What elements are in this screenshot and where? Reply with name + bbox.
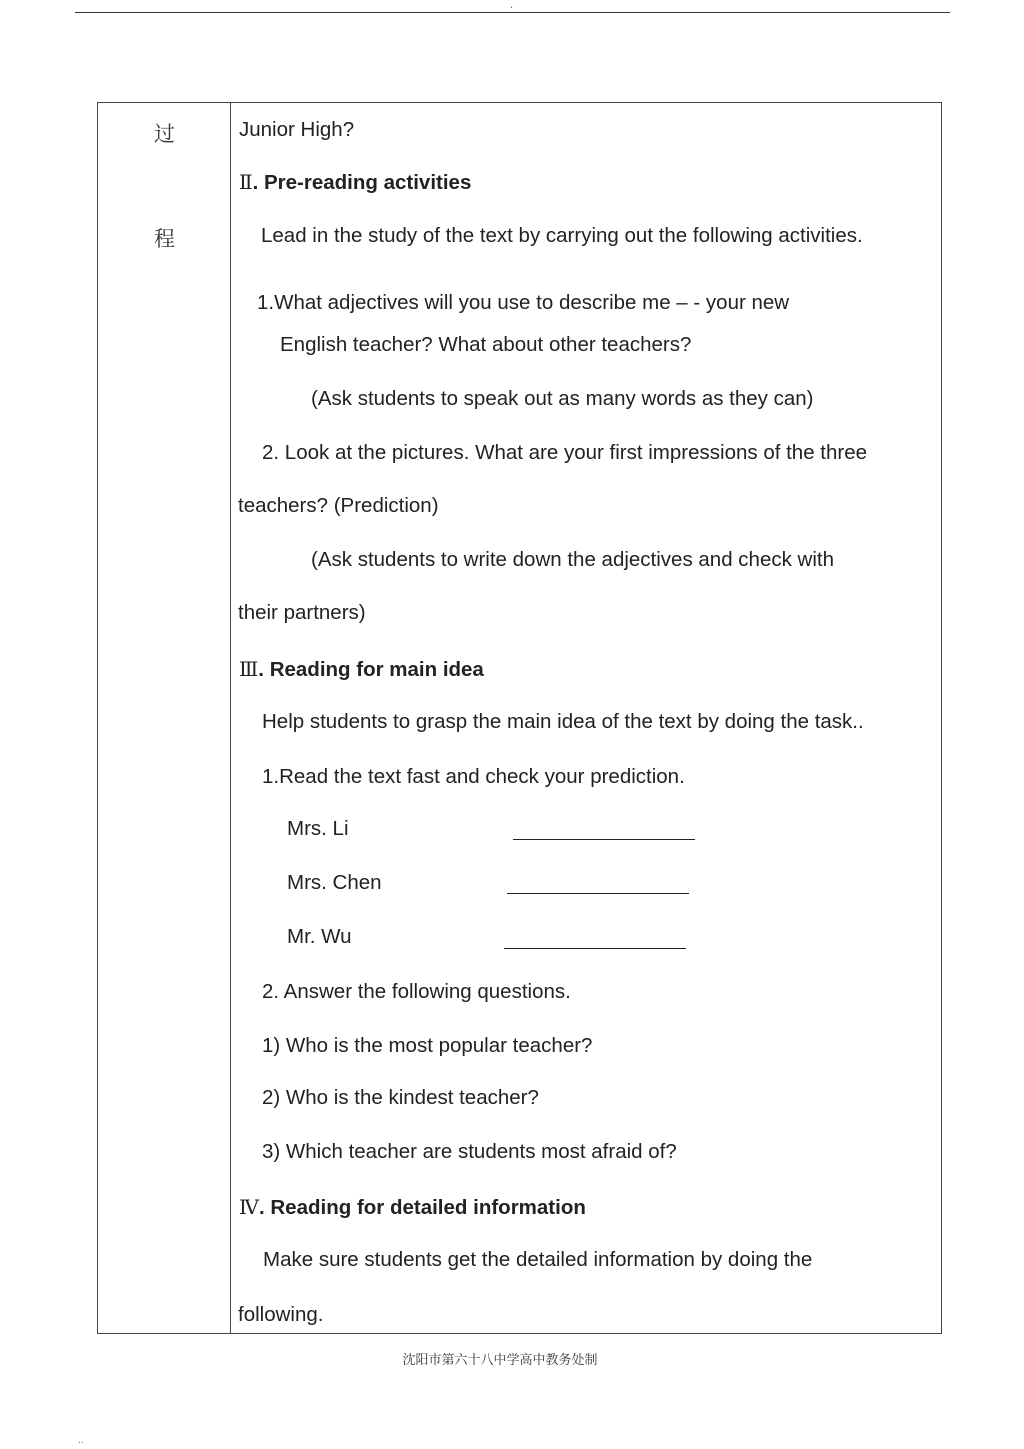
section-title: . Reading for detailed information xyxy=(258,1196,586,1219)
teacher-name-chen: Mrs. Chen xyxy=(287,871,382,894)
footer-mark: .. xyxy=(78,1436,84,1446)
answer-blank-chen xyxy=(507,893,689,894)
stage-label-char-2: 程 xyxy=(154,227,175,251)
task-1-text: 1.Read the text fast and check your prediction. xyxy=(262,765,685,788)
roman-numeral: Ⅱ xyxy=(239,170,253,194)
teacher-name-li: Mrs. Li xyxy=(287,817,349,840)
lesson-table xyxy=(97,102,942,1334)
section-heading-pre-reading xyxy=(239,172,471,194)
question-item: 3) Which teacher are students most afraid of? xyxy=(262,1140,677,1163)
question-1-line-1: 1.What adjectives will you use to describe me – - your new xyxy=(257,291,790,314)
question-2-note-line-1: (Ask students to write down the adjectives and check with xyxy=(311,548,835,571)
teacher-name-wu: Mr. Wu xyxy=(287,925,352,948)
section-heading-detailed-info xyxy=(239,1197,586,1219)
lead-in-text: Lead in the study of the text by carrying out the following activities. xyxy=(261,224,863,247)
question-2-line-1: 2. Look at the pictures. What are your first impressions of the three xyxy=(262,441,868,464)
roman-numeral: Ⅲ xyxy=(239,657,259,681)
question-item: 2) Who is the kindest teacher? xyxy=(262,1086,539,1109)
question-1-line-2: English teacher? What about other teachers? xyxy=(280,333,692,356)
section-heading-main-idea xyxy=(239,659,484,681)
task-2-text: 2. Answer the following questions. xyxy=(262,980,571,1003)
question-2-line-2: teachers? (Prediction) xyxy=(238,494,439,517)
question-item: 1) Who is the most popular teacher? xyxy=(262,1034,593,1057)
footer-text: 沈阳市第六十八中学高中教务处制 xyxy=(402,1353,598,1368)
roman-numeral: Ⅳ xyxy=(239,1195,259,1219)
main-idea-intro: Help students to grasp the main idea of the text by doing the task.. xyxy=(262,710,864,733)
junior-high-text: Junior High? xyxy=(239,118,355,141)
detail-text-line-1: Make sure students get the detailed information by doing the xyxy=(263,1248,813,1271)
header-dot: . xyxy=(510,0,514,11)
header-rule xyxy=(75,12,950,13)
detail-text-line-2: following. xyxy=(238,1303,324,1326)
question-1-note: (Ask students to speak out as many words as they can) xyxy=(311,387,814,410)
stage-label-char-1: 过 xyxy=(154,122,175,146)
answer-blank-li xyxy=(513,839,695,840)
question-2-note-line-2: their partners) xyxy=(238,601,366,624)
section-title: . Pre-reading activities xyxy=(252,171,472,194)
answer-blank-wu xyxy=(504,948,686,949)
section-title: . Reading for main idea xyxy=(258,658,484,681)
stage-label-column xyxy=(98,103,231,1333)
